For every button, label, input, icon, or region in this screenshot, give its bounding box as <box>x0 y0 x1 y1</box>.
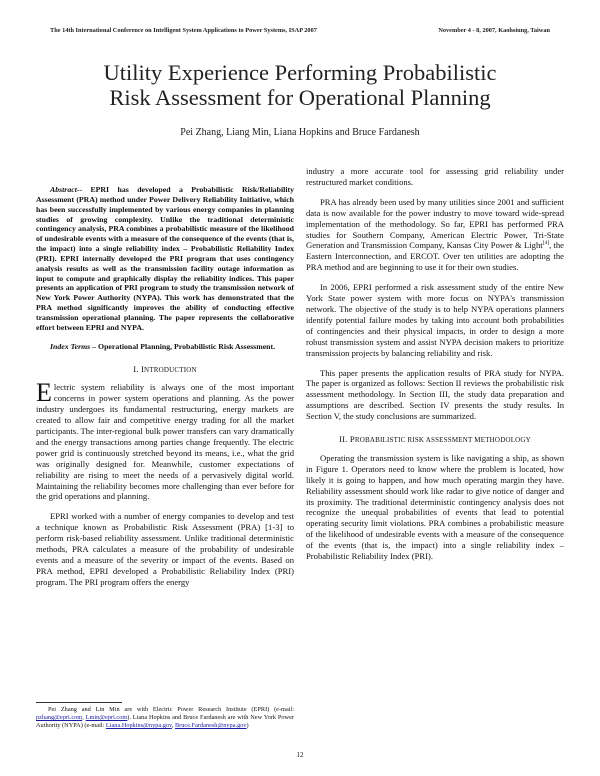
email-link-pzhang[interactable]: pzhang@epri.com <box>36 714 83 722</box>
right-column <box>306 166 564 571</box>
abstract-lead: Abstract <box>50 185 77 194</box>
intro-paragraph-2: EPRI worked with a number of energy companies to develop and test a technique known as Probabilistic Risk Assessment (PRA) [1-3] to perform risk-based reliability assessment. Unlike traditional deterministic methods, PRA calculates a measure of the probability of undesirable events and a measure of the severity or impact of the events. Based on PRA method, EPRI developed a Probabilistic Reliability Index (PRI) program. The PRI program offers the energy <box>36 511 294 587</box>
author-list: Pei Zhang, Liang Min, Liana Hopkins and Bruce Fardanesh <box>180 127 420 138</box>
footnote-rule <box>36 702 122 703</box>
right-paragraph-pra-usage: PRA has already been used by many utilities since 2001 and sufficient data is now available for the power industry to move toward wide-spread implementation of the methodology. So far, EPRI has performed PRA studies for Southern Company, American Electric Power, Tri-State Generation and Transmission Company, Kansas City Power & Light[4], the Eastern Interconnection, and ERCOT. Over ten utilities are adopting the PRA method and are beginning to use it for their own studies. <box>306 196 564 273</box>
left-column <box>36 185 294 597</box>
drop-cap: E <box>36 378 52 408</box>
running-header-conference: The 14th International Conference on Intelligent System Applications to Power Systems, ISAP 2007 <box>50 27 317 34</box>
citation-4[interactable]: [4] <box>542 240 550 247</box>
index-terms-text: – Operational Planning, Probabilistic Risk Assessment. <box>90 341 276 351</box>
email-link-fardanesh[interactable]: Bruce.Fardanesh@nypa.gov <box>174 722 247 730</box>
right-paragraph-organization: This paper presents the application results of PRA study for NYPA. The paper is organized as follows: Section II reviews the probabilistic risk assessment methodology. In Section III, the study data preparation and assumptions are described. Section IV presents the study results. In Section V, the study conclusions are summarized. <box>306 367 564 422</box>
index-terms-lead: Index Terms <box>50 341 91 351</box>
right-paragraph-2006-study: In 2006, EPRI performed a risk assessment study of the entire New York State power system with more focus on NYPA's transmission network. The objective of the study is to help NYPA operations planners identify potential failure modes by taking into account both probabilities of contingencies and their physical impacts, in order to design a more robust transmission system and assist NYPA decision makers to prioritize transmission projects by balancing reliability and risk. <box>306 282 564 358</box>
email-link-hopkins[interactable]: Liana.Hopkins@nypa.gov <box>105 722 172 730</box>
intro-paragraph-1: Electric system reliability is always one of the most important concerns in power system operations and planning. As the power industry undergoes its fundamental restructuring, energy markets are created to allow fair and competitive energy trading for all the market participants. The inter-regional bulk power transfers can vary dramatically and the energy transactions among parties change frequently. The electric power grid is continuously stretched beyond its means, i.e., what the grid was originally designed for. Meanwhile, customer expectations of reliability are rising to meet the needs of a pervasively digital world. Maintaining the reliability becomes more challenging than ever before for the grid operations and planning. <box>36 378 294 502</box>
section-heading-introduction: I. INTRODUCTION <box>133 363 197 374</box>
page-number: 12 <box>296 751 304 759</box>
index-terms <box>36 342 294 352</box>
abstract-text: -- EPRI has developed a Probabilistic Risk/Reliability Assessment (PRA) method under Power Delivery Reliability Initiative, which has been successfully implemented by various energy companies in planning studies of growing complexity. Unlike the traditional deterministic contingency analysis, PRA combines a probabilistic measure of the likelihood of undesirable events with a measure of the consequence of the events (that is, the impact) into a single reliability index – Probabilistic Reliability Index (PRI). EPRI internally developed the PRI program that uses contingency analysis results as well as the transmission facility outage information as input to compute and graphically display the reliability indices. This paper presents an application of PRI program to study the transmission network of New York Power Authority (NYPA). This work has demonstrated that the PRA method significantly improves the ability of conducting effective transmission operational planning. The paper represents the collaborative effort between EPRI and NYPA. <box>36 185 294 332</box>
abstract <box>36 185 294 333</box>
email-link-lmin[interactable]: Lmin@epri.com <box>85 714 128 722</box>
running-header-date: November 4 - 8, 2007, Kaohsiung, Taiwan <box>438 27 550 34</box>
title-line-1: Utility Experience Performing Probabilistic <box>103 60 497 85</box>
section-heading-methodology: II. PROBABILISTIC RISK ASSESSMENT METHODOLOGY <box>339 434 531 445</box>
paper-title <box>60 60 540 110</box>
right-paragraph-methodology: Operating the transmission system is like navigating a ship, as shown in Figure 1. Operators need to know where the problem is located, how likely it is going to happen, and how much operating margin they have. Reliability assessment should work like radar to give notice of danger and its proximity. The traditional deterministic contingency analysis does not recognize the unequal probabilities of events that lead to potential operating security limit violations. PRA combines a probabilistic measure of the likelihood of undesirable events with a measure of the consequence of the events (that is, the impact) into a single reliability index – Probabilistic Reliability Index (PRI). <box>306 452 564 562</box>
right-paragraph-continued: industry a more accurate tool for assessing grid reliability under restructured market conditions. <box>306 166 564 187</box>
title-line-2: Risk Assessment for Operational Planning <box>109 85 491 110</box>
author-footnote: Pei Zhang and Lin Min are with Electric Power Research Institute (EPRI) (e-mail: pzhang@epri.com, Lmin@epri.com). Liana Hopkins and Bruce Fardanesh are with New York Power Authority (NYPA) (e-mail: Liana.Hopkins@nypa.gov, Bruce.Fardanesh@nypa.gov) <box>36 706 294 730</box>
